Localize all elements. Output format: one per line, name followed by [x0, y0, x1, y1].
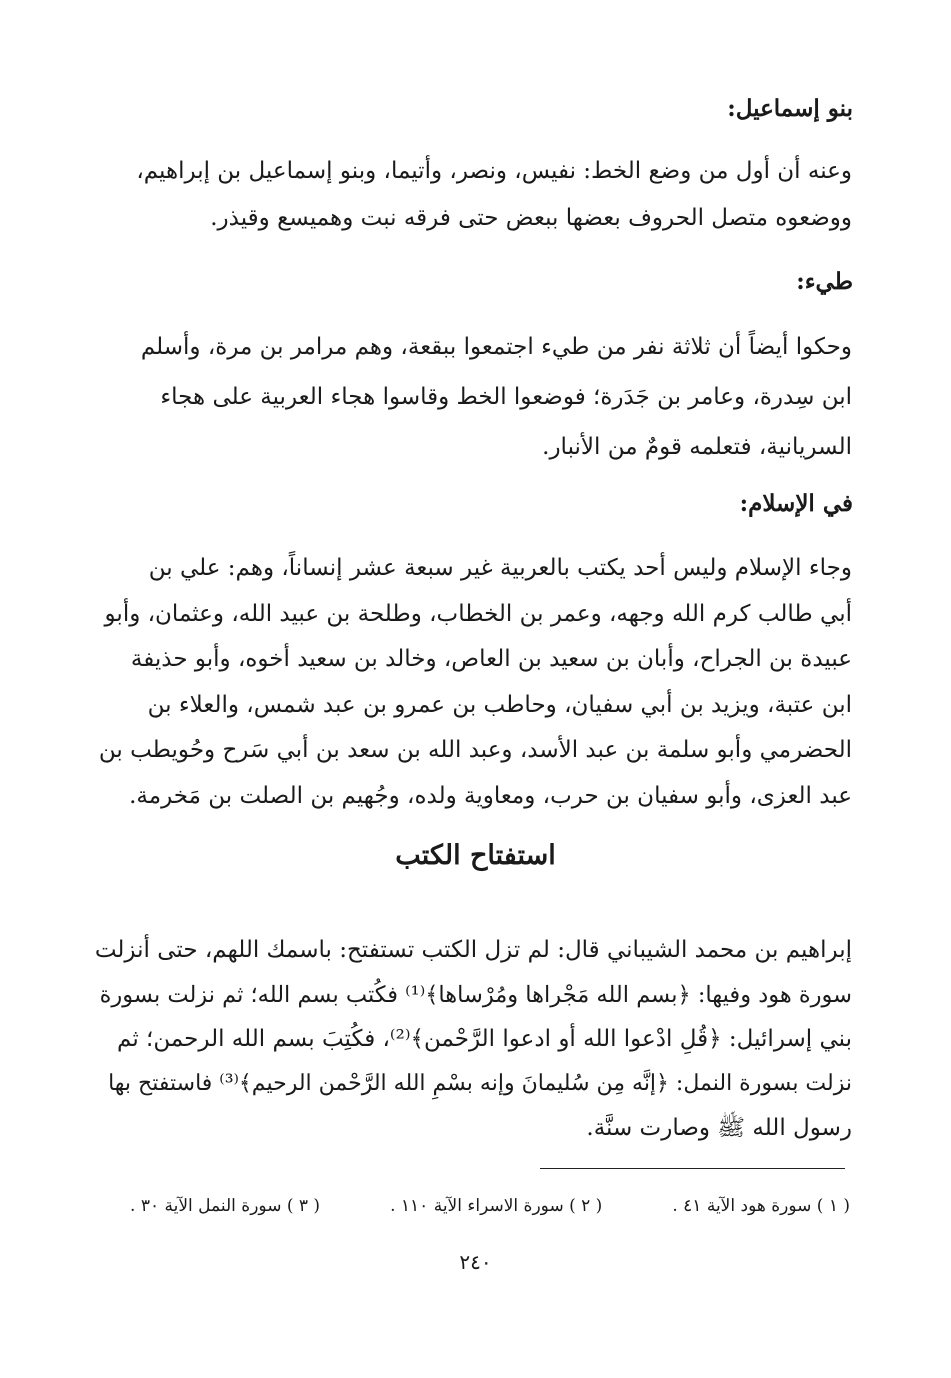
text-line: ووضعوه متصل الحروف بعضها ببعض حتى فرقه نبت وهميسع وقيذر.: [210, 205, 852, 231]
footnote-3: ( ٣ ) سورة النمل الآية ٣٠ .: [130, 1196, 321, 1216]
footnote-2: ( ٢ ) سورة الاسراء الآية ١١٠ .: [390, 1196, 603, 1216]
footnote-divider: [540, 1168, 845, 1169]
text-line: وعنه أن أول من وضع الخط: نفيس، ونصر، وأتيما، وبنو إسماعيل بن إبراهيم،: [136, 158, 852, 184]
text-line: ابن عتبة، ويزيد بن أبي سفيان، وحاطب بن عمرو بن عبد شمس، والعلاء بن: [147, 691, 852, 718]
paragraph-tayy: [92, 322, 852, 472]
heading-islam: في الإسلام:: [739, 490, 853, 517]
paragraph-istiftah: [92, 928, 852, 1151]
text-line: وحكوا أيضاً أن ثلاثة نفر من طيء اجتمعوا ببقعة، وهم مرامر بن مرة، وأسلم: [140, 334, 852, 360]
text-line: السريانية، فتعلمه قومٌ من الأنبار.: [542, 434, 852, 460]
paragraph-bani-ismail: [92, 148, 852, 242]
text-line: الحضرمي وأبو سلمة بن عبد الأسد، وعبد الله بن سعد بن أبي سَرح وحُويطب بن: [98, 737, 852, 763]
text-line: عبد العزى، وأبو سفيان بن حرب، ومعاوية ولده، وجُهيم بن الصلت بن مَخرمة.: [129, 782, 852, 809]
text-line: نزلت بسورة النمل: ﴿إنَّه مِن سُليمانَ وإنه بسْمِ الله الرَّحْمن الرحيم﴾⁽³⁾ فاستفتح بها: [108, 1070, 852, 1096]
text-line: سورة هود وفيها: ﴿بسم الله مَجْراها ومُرْساها﴾⁽¹⁾ فكُتب بسم الله؛ ثم نزلت بسورة: [99, 981, 852, 1008]
footnotes: [130, 1196, 850, 1216]
paragraph-islam: [92, 546, 852, 819]
text-line: إبراهيم بن محمد الشيباني قال: لم تزل الكتب تستفتح: باسمك اللهم، حتى أنزلت: [94, 937, 852, 963]
page-number: ٢٤٠: [459, 1250, 492, 1274]
section-title: استفتاح الكتب: [395, 840, 556, 871]
text-line: أبي طالب كرم الله وجهه، وعمر بن الخطاب، وطلحة بن عبيد الله، وعثمان، وأبو: [104, 600, 852, 627]
heading-tayy: طيء:: [796, 268, 853, 295]
text-line: رسول الله ﷺ وصارت سنَّة.: [586, 1115, 852, 1141]
text-line: ابن سِدرة، وعامر بن جَدَرة؛ فوضعوا الخط وقاسوا هجاء العربية على هجاء: [160, 384, 852, 410]
text-line: بني إسرائيل: ﴿قُلِ ادْعوا الله أو ادعوا الرَّحْمن﴾⁽²⁾، فكُتِبَ بسم الله الرحمن؛ ثم: [117, 1026, 852, 1052]
footnote-1: ( ١ ) سورة هود الآية ٤١ .: [672, 1196, 850, 1216]
heading-bani-ismail: بنو إسماعيل:: [727, 95, 853, 122]
text-line: عبيدة بن الجراح، وأبان بن سعيد بن العاص، وخالد بن سعيد أخوه، وأبو حذيفة: [130, 646, 852, 672]
text-line: وجاء الإسلام وليس أحد يكتب بالعربية غير سبعة عشر إنساناً، وهم: علي بن: [148, 555, 852, 581]
